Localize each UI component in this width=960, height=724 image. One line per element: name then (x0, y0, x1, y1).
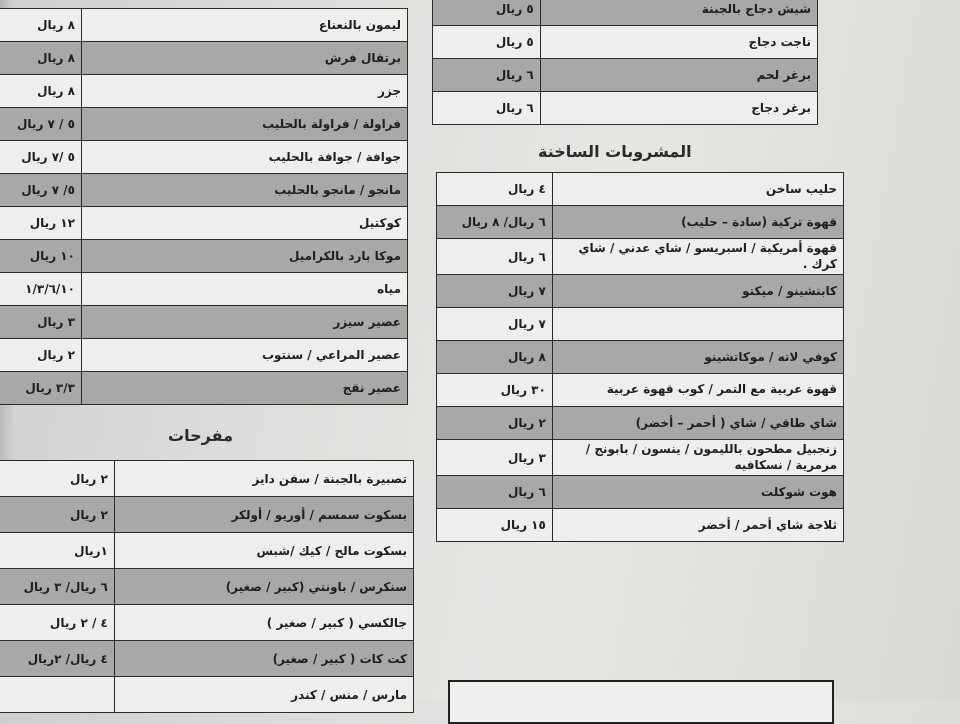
menu-row (0, 605, 414, 641)
item-name: ناجت دجاج (540, 26, 817, 59)
item-name: عصير نقج (81, 372, 407, 405)
item-price: ٢ ريال (0, 497, 114, 533)
item-price: ٨ ريال (0, 42, 81, 75)
menu-row (437, 374, 844, 407)
menu-row (0, 461, 414, 497)
item-price: ٤ ريال (437, 173, 553, 206)
item-name: ليمون بالنعناع (81, 9, 407, 42)
item-name: شيش دجاج بالجبنة (540, 0, 817, 26)
item-name: بسكوت مالح / كيك /شبس (114, 533, 413, 569)
item-name: سنكرس / باونتي (كبير / صغير) (114, 569, 413, 605)
item-name: قهوة أمريكية / اسبريسو / شاي عدني / شاي كرك . (552, 239, 843, 275)
menu-row (437, 308, 844, 341)
item-price: ٦ ريال (437, 476, 553, 509)
item-name: كابتشينو / ميكتو (552, 275, 843, 308)
item-price: ٢ ريال (0, 339, 81, 372)
menu-row (0, 339, 408, 372)
menu-row (433, 26, 818, 59)
item-name: كوكتيل (81, 207, 407, 240)
item-price: ٣ ريال (437, 440, 553, 476)
menu-row (0, 75, 408, 108)
item-name: عصير سيزر (81, 306, 407, 339)
item-price: ٥/ ٧ ريال (0, 174, 81, 207)
menu-row (433, 0, 818, 26)
snacks-table (0, 460, 414, 713)
item-name: قهوة عربية مع التمر / كوب قهوة عربية (552, 374, 843, 407)
menu-row (437, 440, 844, 476)
item-name: برغر دجاج (540, 92, 817, 125)
item-price: ٥ ريال (433, 26, 541, 59)
menu-row (437, 341, 844, 374)
item-name: زنجبيل مطحون بالليمون / ينسون / بابونج / مرمرية / نسكافيه (552, 440, 843, 476)
item-price: ٦ ريال/ ٣ ريال (0, 569, 114, 605)
item-price: ٦ ريال (433, 92, 541, 125)
item-name: جالكسي ( كبير / صغير ) (114, 605, 413, 641)
item-name: شاي طاقي / شاي ( أحمر – أخضر) (552, 407, 843, 440)
item-name: هوت شوكلت (552, 476, 843, 509)
item-price: ٦ ريال/ ٨ ريال (437, 206, 553, 239)
item-price: ٣٠ ريال (437, 374, 553, 407)
hot-drinks-title: المشروبات الساخنة (538, 142, 692, 161)
bottom-notice-box (448, 680, 834, 724)
menu-row (437, 239, 844, 275)
menu-row (0, 641, 414, 677)
menu-row (0, 372, 408, 405)
menu-row (0, 273, 408, 306)
menu-row (0, 141, 408, 174)
item-price: ٥ ريال (433, 0, 541, 26)
item-name: مارس / منس / كندر (114, 677, 413, 713)
item-price: ٧ ريال (437, 275, 553, 308)
item-price: ٨ ريال (0, 75, 81, 108)
item-name: جزر (81, 75, 407, 108)
item-price: ٦ ريال (437, 239, 553, 275)
menu-row (437, 476, 844, 509)
hot-drinks-table (436, 172, 844, 542)
item-price: ١٢ ريال (0, 207, 81, 240)
item-price: ١/٣/٦/١٠ (0, 273, 81, 306)
menu-row (0, 497, 414, 533)
item-name: موكا بارد بالكراميل (81, 240, 407, 273)
menu-row (437, 206, 844, 239)
item-price: ٨ ريال (0, 9, 81, 42)
item-price: ٦ ريال (433, 59, 541, 92)
item-name: حليب ساخن (552, 173, 843, 206)
menu-row (0, 533, 414, 569)
item-name: قهوة تركية (سادة – حليب) (552, 206, 843, 239)
item-name (552, 308, 843, 341)
item-price: ٣/٣ ريال (0, 372, 81, 405)
item-price: ٢ ريال (437, 407, 553, 440)
menu-row (0, 108, 408, 141)
menu-row (0, 306, 408, 339)
item-name: فراولة / فراولة بالحليب (81, 108, 407, 141)
item-name: ثلاجة شاي أحمر / أخضر (552, 509, 843, 542)
menu-row (433, 59, 818, 92)
item-price: ٢ ريال (0, 461, 114, 497)
item-name: برتقال فرش (81, 42, 407, 75)
item-name: بسكوت سمسم / أوريو / أولكر (114, 497, 413, 533)
item-price: ٥ /٧ ريال (0, 141, 81, 174)
menu-row (0, 207, 408, 240)
menu-row (0, 42, 408, 75)
item-price: ٥ / ٧ ريال (0, 108, 81, 141)
item-price: ١٠ ريال (0, 240, 81, 273)
menu-row (0, 569, 414, 605)
menu-row (433, 92, 818, 125)
food-table (432, 0, 818, 125)
item-price: ١ريال (0, 533, 114, 569)
item-name: مانجو / مانجو بالحليب (81, 174, 407, 207)
item-price: ٤ ريال/ ٢ريال (0, 641, 114, 677)
item-price: ٣ ريال (0, 306, 81, 339)
menu-row (437, 275, 844, 308)
item-name: كت كات ( كبير / صغير) (114, 641, 413, 677)
item-name: برغر لحم (540, 59, 817, 92)
item-price: ٧ ريال (437, 308, 553, 341)
menu-row (437, 407, 844, 440)
item-price: ١٥ ريال (437, 509, 553, 542)
menu-row (0, 240, 408, 273)
item-name: كوفي لاته / موكاتشينو (552, 341, 843, 374)
item-price (0, 677, 114, 713)
item-price: ٨ ريال (437, 341, 553, 374)
menu-row (437, 509, 844, 542)
menu-row (437, 173, 844, 206)
menu-row (0, 174, 408, 207)
item-name: مياه (81, 273, 407, 306)
item-name: عصير المراعي / سنتوب (81, 339, 407, 372)
cold-drinks-table (0, 8, 408, 405)
menu-row (0, 677, 414, 713)
menu-row (0, 9, 408, 42)
item-price: ٤ / ٢ ريال (0, 605, 114, 641)
item-name: تصبيرة بالجبنة / سفن دايز (114, 461, 413, 497)
item-name: جوافة / جوافة بالحليب (81, 141, 407, 174)
snacks-title: مفرحات (168, 426, 233, 445)
